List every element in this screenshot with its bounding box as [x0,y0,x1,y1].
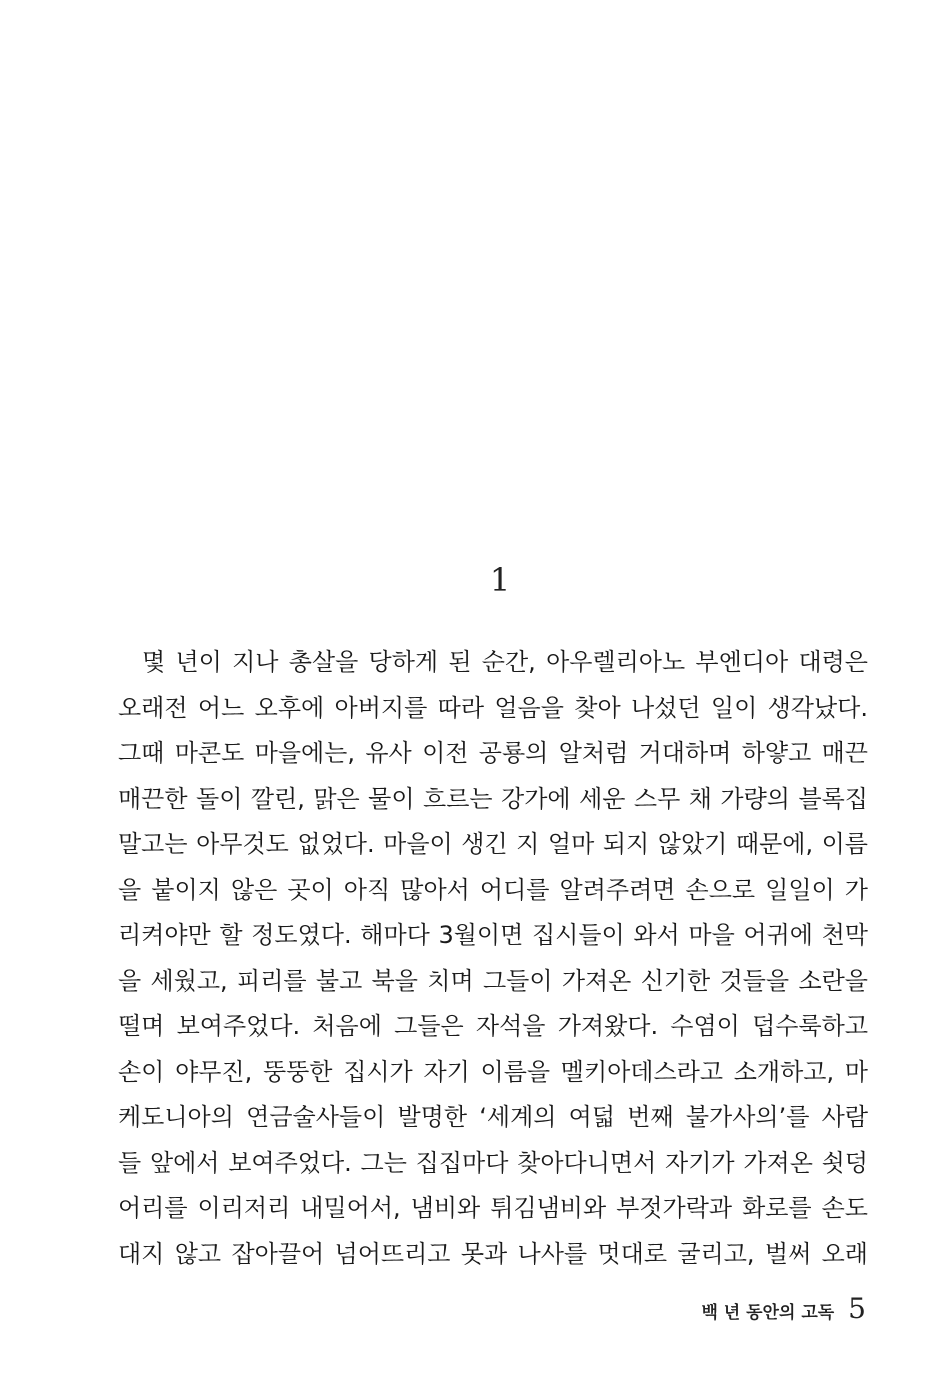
chapter-number: 1 [489,561,511,599]
text-line: 대지 않고 잡아끌어 넘어뜨리고 못과 나사를 멋대로 굴리고, 벌써 오래 [118,1239,868,1268]
text-line: 몇 년이 지나 총살을 당하게 된 순간, 아우렐리아노 부엔디아 대령은 [142,648,868,676]
text-line: 리켜야만 할 정도였다. 해마다 3월이면 집시들이 와서 마을 어귀에 천막 [118,921,868,949]
text-line: 을 붙이지 않은 곳이 아직 많아서 어디를 알려주려면 손으로 일일이 가 [118,875,868,904]
page-number: 5 [848,1292,866,1325]
text-line: 을 세웠고, 피리를 불고 북을 치며 그들이 가져온 신기한 것들을 소란을 [118,966,868,995]
text-line: 말고는 아무것도 없었다. 마을이 생긴 지 얼마 되지 않았기 때문에, 이름 [118,830,868,858]
text-line: 오래전 어느 오후에 아버지를 따라 얼음을 찾아 나섰던 일이 생각났다. [118,693,868,722]
text-line: 케도니아의 연금술사들이 발명한 ‘세계의 여덟 번째 불가사의’를 사람 [118,1103,868,1131]
text-line: 어리를 이리저리 내밀어서, 냄비와 튀김냄비와 부젓가락과 화로를 손도 [118,1194,868,1222]
page-footer [701,1292,866,1325]
text-line: 그때 마콘도 마을에는, 유사 이전 공룡의 알처럼 거대하며 하얗고 매끈 [118,739,868,767]
text-line: 떨며 보여주었다. 처음에 그들은 자석을 가져왔다. 수염이 덥수룩하고 [118,1012,868,1040]
running-title: 백 년 동안의 고독 [701,1303,835,1323]
text-line: 매끈한 돌이 깔린, 맑은 물이 흐르는 강가에 세운 스무 채 가량의 블록집 [118,784,868,813]
text-line: 들 앞에서 보여주었다. 그는 집집마다 찾아다니면서 자기가 가져온 쇳덩 [118,1148,868,1177]
body-text [118,640,868,1277]
text-line: 손이 야무진, 뚱뚱한 집시가 자기 이름을 멜키아데스라고 소개하고, 마 [118,1057,868,1086]
